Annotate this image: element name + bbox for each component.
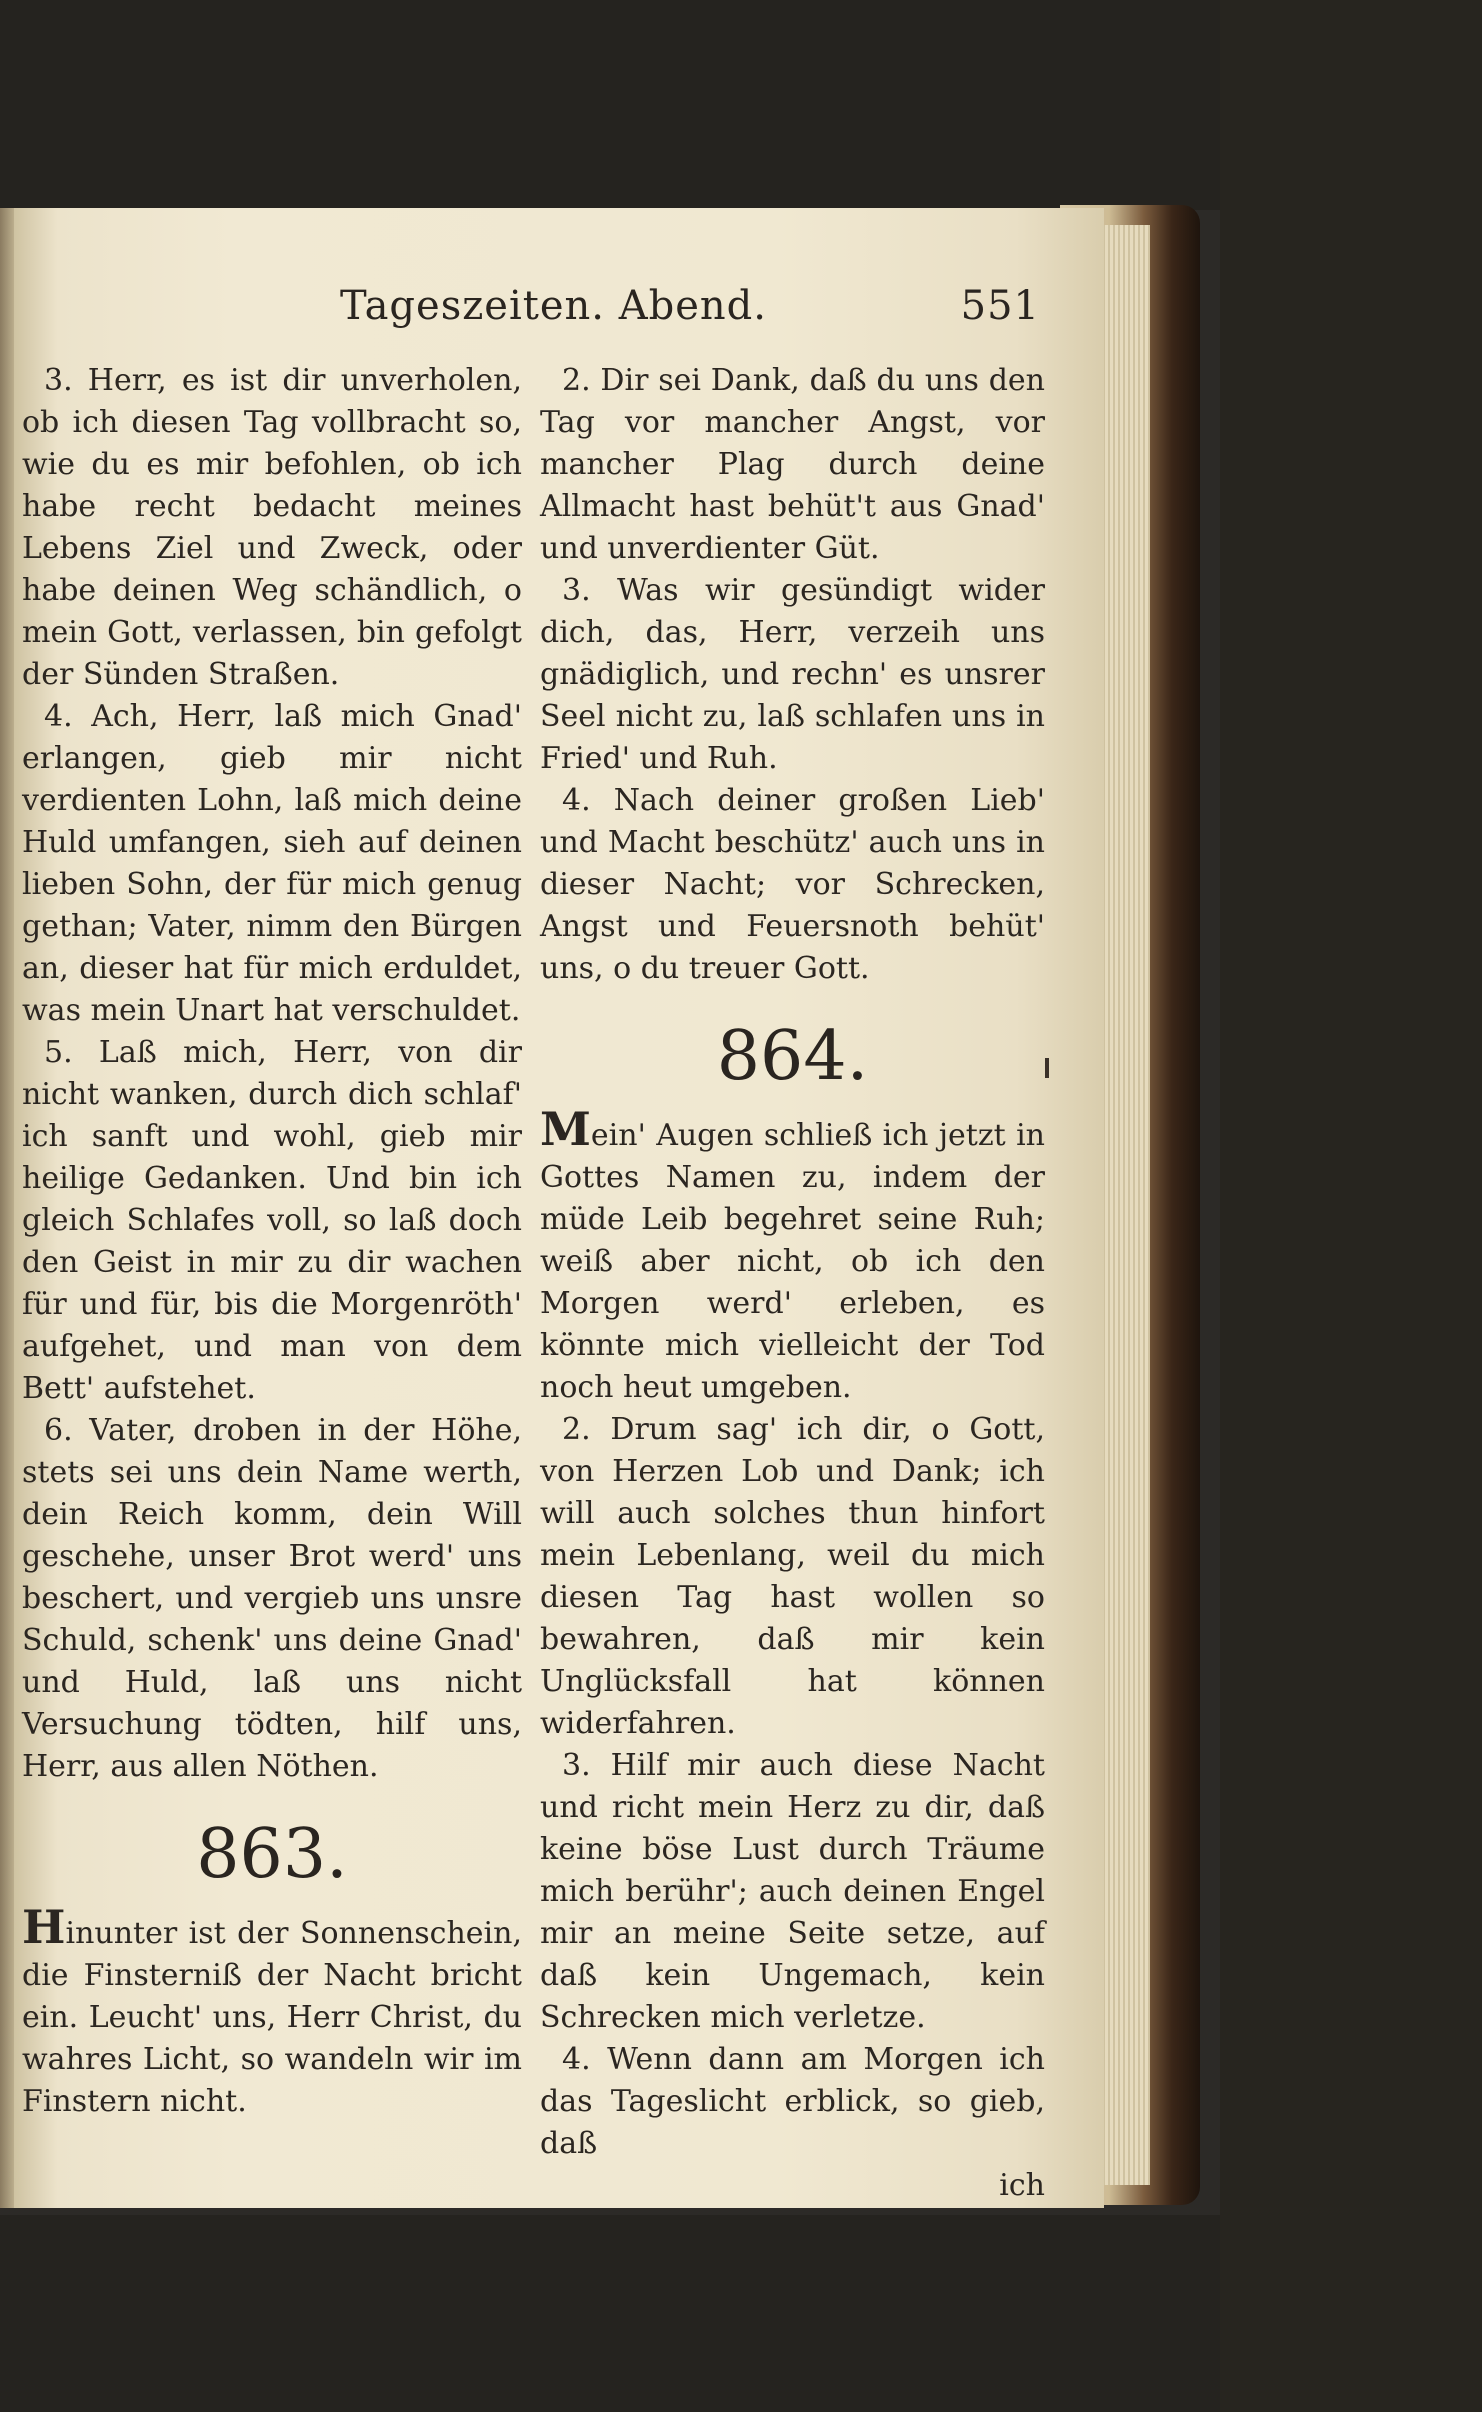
- hymn-864-verse-4: 4. Wenn dann am Morgen ich das Tageslicht erblick, so gieb, daß: [540, 2042, 1045, 2161]
- hymn-863-verse-1: [22, 1900, 522, 2123]
- verse-4: 4. Ach, Herr, laß mich Gnad' erlangen, gieb mir nicht verdienten Lohn, laß mich deine Huld umfangen, sieh auf deinen lieben Sohn, der für mich genug gethan; Vater, nimm den Bürgen an, dieser hat für mich erduldet, was mein Unart hat verschuldet.: [22, 699, 522, 1028]
- hymn-864-verse-1: [540, 1102, 1045, 1409]
- ink-fleck: [1045, 1058, 1049, 1078]
- verse-6: 6. Vater, droben in der Höhe, stets sei uns dein Name werth, dein Reich komm, dein Will geschehe, unser Brot werd' uns beschert, und vergieb uns unsre Schuld, schenk' uns deine Gnad' und Huld, laß uns nicht Versuchung tödten, hilf uns, Herr, aus allen Nöthen.: [22, 1413, 522, 1784]
- drop-cap: H: [22, 1900, 66, 1954]
- background-right: [1220, 0, 1482, 2412]
- verse-3: 3. Herr, es ist dir unverholen, ob ich diesen Tag vollbracht so, wie du es mir befohlen, ob ich habe recht bedacht meines Lebens Ziel und Zweck, oder habe deinen Weg schändlich, o mein Gott, verlassen, bin gefolgt der Sünden Straßen.: [22, 363, 522, 692]
- verse-3: 3. Was wir gesündigt wider dich, das, Herr, verzeih uns gnädiglich, und rechn' es unsrer Seel nicht zu, laß schlafen uns in Fried' und Ruh.: [540, 573, 1045, 776]
- catchword: ich: [999, 2168, 1045, 2203]
- right-column: [540, 360, 1045, 2207]
- header-title: Tageszeiten. Abend.: [340, 283, 767, 329]
- hymn-number-863: 863.: [196, 1815, 348, 1894]
- hymn-864-verse-2: 2. Drum sag' ich dir, o Gott, von Herzen Lob und Dank; ich will auch solches thun hinfort mein Lebenlang, weil du mich diesen Tag hast wollen so bewahren, daß mir kein Unglücksfall hat können widerfahren.: [540, 1412, 1045, 1741]
- left-column: [22, 360, 522, 2123]
- hymn-number-864: 864.: [716, 1017, 869, 1096]
- drop-cap: M: [540, 1102, 591, 1156]
- verse-4: 4. Nach deiner großen Lieb' und Macht beschütz' auch uns in dieser Nacht; vor Schrecken, Angst und Feuersnoth behüt' uns, o du treuer Gott.: [540, 783, 1045, 986]
- verse-5: 5. Laß mich, Herr, von dir nicht wanken, durch dich schlaf' ich sanft und wohl, gieb mir heilige Gedanken. Und bin ich gleich Schlafes voll, so laß doch den Geist in mir zu dir wachen für und für, bis die Morgenröth' aufgehet, und man von dem Bett' aufstehet.: [22, 1035, 522, 1406]
- hymn-864-verse-3: 3. Hilf mir auch diese Nacht und richt mein Herz zu dir, daß keine böse Lust durch Träume mich berühr'; auch deinen Engel mir an meine Seite setze, auf daß kein Ungemach, kein Schrecken mich verletze.: [540, 1748, 1045, 2035]
- running-header: [340, 283, 1040, 343]
- hymn-864-verse-1-text: ein' Augen schließ ich jetzt in Gottes Namen zu, indem der müde Leib begehret seine Ruh; weiß aber nicht, ob ich den Morgen werd' erleben, es könnte mich vielleicht der Tod noch heut umgeben.: [540, 1118, 1045, 1405]
- page-number: 551: [960, 283, 1040, 329]
- hymn-863-verse-1-text: inunter ist der Sonnenschein, die Finsterniß der Nacht bricht ein. Leucht' uns, Herr Christ, du wahres Licht, so wandeln wir im Finstern nicht.: [22, 1916, 522, 2119]
- verse-2: 2. Dir sei Dank, daß du uns den Tag vor mancher Angst, vor mancher Plag durch deine Allmacht hast behüt't aus Gnad' und unverdienter Güt.: [540, 363, 1045, 566]
